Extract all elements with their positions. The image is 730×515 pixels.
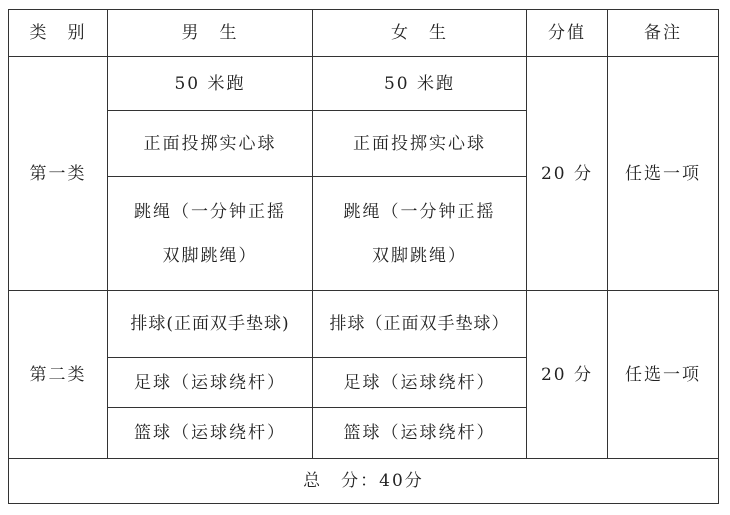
- group1-female-item: 跳绳（一分钟正摇双脚跳绳）: [343, 201, 496, 266]
- group2-male-item: 篮球（运球绕杆）: [134, 423, 286, 443]
- group1-female-item: 50 米跑: [383, 73, 456, 94]
- group2-category: 第二类: [29, 364, 87, 385]
- group2-male-item: 排球(正面双手垫球): [130, 314, 290, 334]
- group1-male-item: 50 米跑: [174, 73, 246, 94]
- group2-female-item: 篮球（运球绕杆）: [343, 423, 496, 443]
- group1-male-item: 跳绳（一分钟正摇双脚跳绳）: [134, 201, 286, 266]
- group1-category: 第一类: [29, 163, 87, 184]
- group1-female-item: 正面投掷实心球: [353, 133, 486, 154]
- group1-score: 20 分: [540, 163, 594, 184]
- group2-note: 任选一项: [625, 364, 701, 385]
- header-score: 分值: [548, 23, 586, 43]
- group1-male-item: 正面投掷实心球: [143, 133, 277, 154]
- header-male: 男 生: [181, 23, 239, 43]
- group2-female-item: 排球（正面双手垫球）: [329, 314, 510, 334]
- table-border-right: [718, 9, 719, 504]
- header-female: 女 生: [391, 23, 448, 43]
- total-score: 总 分：40分: [303, 471, 424, 491]
- group2-male-item: 足球（运球绕杆）: [134, 372, 286, 393]
- table-border-bottom: [8, 503, 719, 504]
- group1-note: 任选一项: [625, 163, 701, 184]
- header-category: 类 别: [29, 23, 87, 43]
- group2-score: 20 分: [540, 364, 594, 385]
- header-note: 备注: [644, 23, 682, 43]
- group2-female-item: 足球（运球绕杆）: [343, 372, 496, 393]
